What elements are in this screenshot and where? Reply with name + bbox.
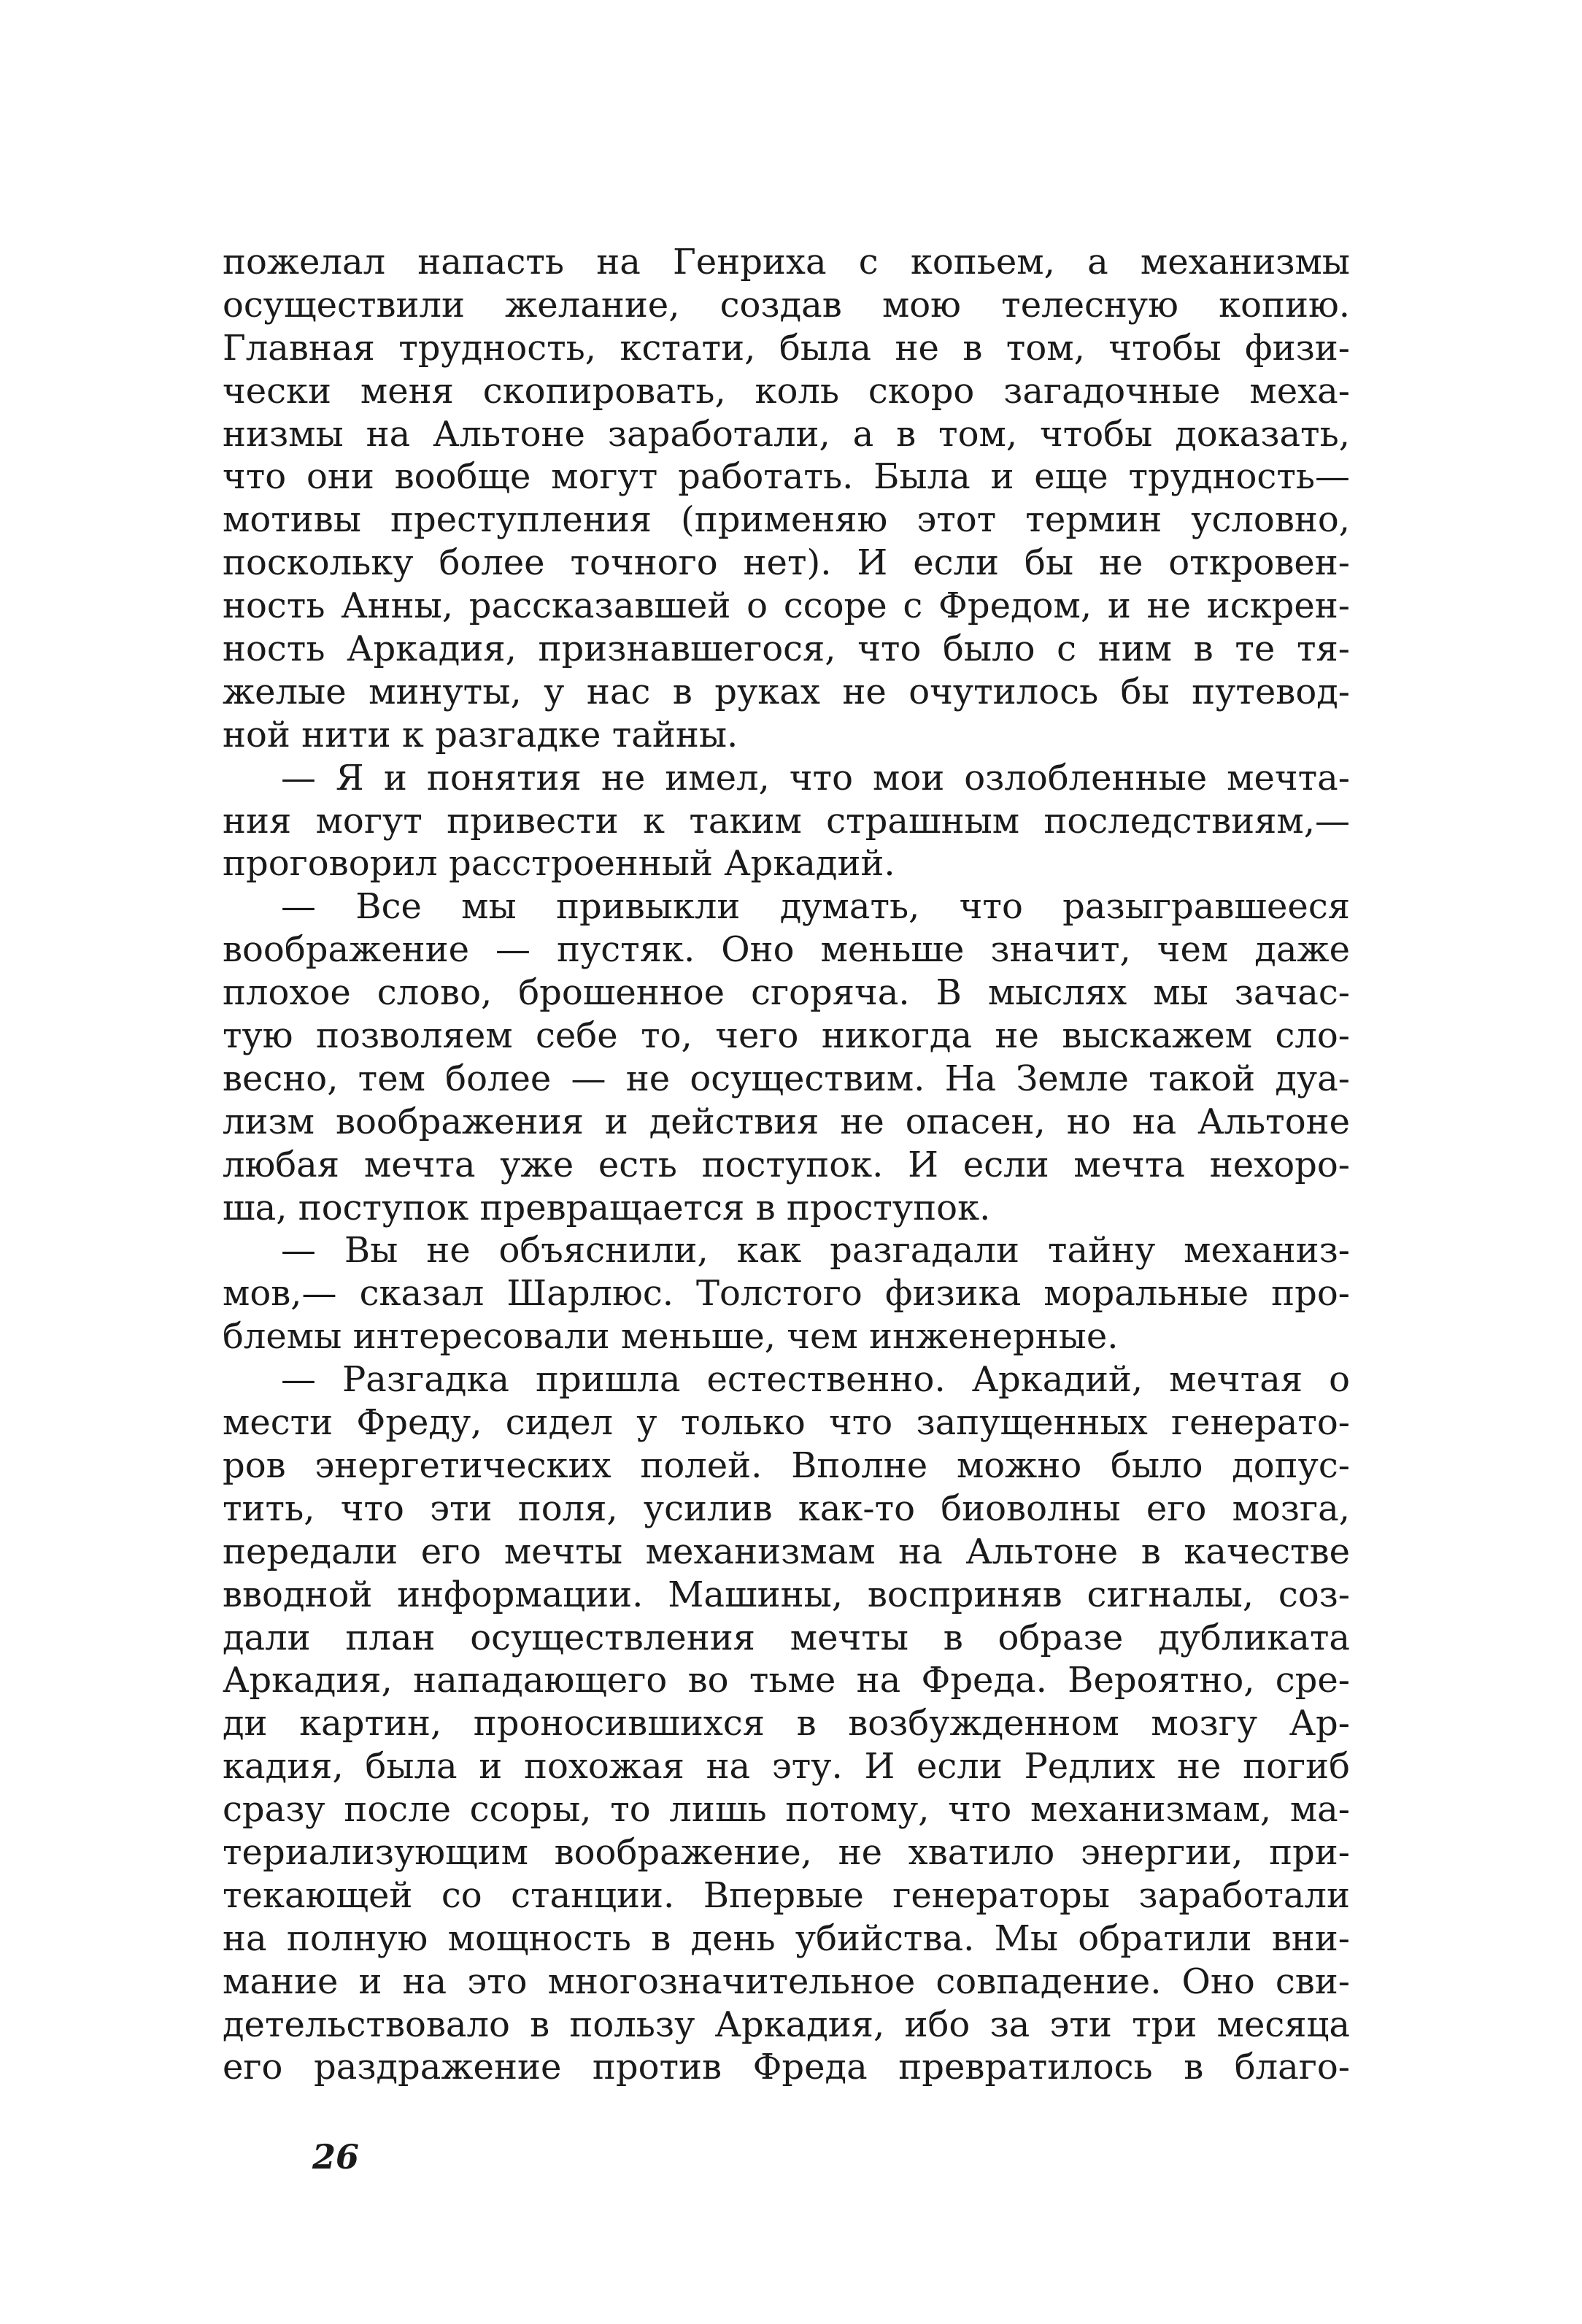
text-line: вводной информации. Машины, восприняв сигналы, соз- (223, 1574, 1350, 1615)
text-line: — Я и понятия не имел, что мои озлобленные мечта- (281, 757, 1350, 799)
text-line: низмы на Альтоне заработали, а в том, чтобы доказать, (223, 413, 1350, 455)
text-line: ность Аркадия, признавшегося, что было с ним в те тя- (223, 628, 1350, 670)
text-line: на полную мощность в день убийства. Мы обратили вни- (223, 1917, 1350, 1959)
text-line: мотивы преступления (применяю этот термин условно, (223, 499, 1350, 541)
body-text (223, 241, 1350, 2089)
text-line: мести Фреду, сидел у только что запущенных генерато- (223, 1402, 1350, 1444)
text-line: любая мечта уже есть поступок. И если мечта нехоро- (223, 1144, 1350, 1185)
text-line: мов,— сказал Шарлюс. Толстого физика моральные про- (223, 1273, 1350, 1315)
text-line: ной нити к разгадке тайны. (223, 714, 738, 755)
text-line: детельствовало в пользу Аркадия, ибо за эти три месяца (223, 2004, 1350, 2045)
text-line: — Все мы привыкли думать, что разыгравшееся (281, 886, 1350, 928)
text-line: осуществили желание, создав мою телесную копию. (223, 284, 1350, 326)
text-line: мание и на это многозначительное совпадение. Оно сви- (223, 1961, 1350, 2002)
text-line: — Вы не объяснили, как разгадали тайну механиз- (281, 1230, 1350, 1271)
text-line: текающей со станции. Впервые генераторы заработали (223, 1874, 1350, 1916)
text-line: проговорил расстроенный Аркадий. (223, 843, 895, 885)
text-line: пожелал напасть на Генриха с копьем, а механизмы (223, 242, 1350, 282)
text-line: Главная трудность, кстати, была не в том, чтобы физи- (223, 327, 1350, 369)
text-line: воображение — пустяк. Оно меньше значит, чем даже (223, 929, 1350, 971)
text-line: кадия, была и похожая на эту. И если Редлих не погиб (223, 1746, 1350, 1788)
text-line: передали его мечты механизмам на Альтоне в качестве (223, 1531, 1350, 1572)
text-line: поскольку более точного нет). И если бы не откровен- (223, 542, 1350, 584)
text-line: что они вообще могут работать. Была и еще трудность— (223, 456, 1350, 498)
text-line: весно, тем более — не осуществим. На Земле такой дуа- (223, 1058, 1350, 1099)
text-line: блемы интересовали меньше, чем инженерные. (223, 1316, 1119, 1358)
text-line: ния могут привести к таким страшным последствиям,— (223, 800, 1350, 842)
text-line: тить, что эти поля, усилив как-то биоволны его мозга, (223, 1488, 1350, 1529)
text-line: ди картин, проносившихся в возбужденном мозгу Ар- (223, 1703, 1350, 1744)
text-line: его раздражение против Фреда превратилось в благо- (223, 2047, 1350, 2088)
text-line: териализующим воображение, не хватило энергии, при- (223, 1831, 1350, 1873)
text-line: Аркадия, нападающего во тьме на Фреда. Вероятно, сре- (223, 1660, 1350, 1701)
text-line: тую позволяем себе то, чего никогда не выскажем сло- (223, 1015, 1350, 1057)
text-line: желые минуты, у нас в руках не очутилось бы путевод- (223, 671, 1350, 712)
text-line: — Разгадка пришла естественно. Аркадий, мечтая о (281, 1359, 1350, 1401)
text-line: ша, поступок превращается в проступок. (223, 1187, 991, 1228)
text-line: сразу после ссоры, то лишь потому, что механизмам, ма- (223, 1789, 1350, 1831)
text-line: ров энергетических полей. Вполне можно было допус- (223, 1444, 1350, 1486)
text-line: ность Анны, рассказавшей о ссоре с Фредом, и не искрен- (223, 585, 1350, 627)
text-line: дали план осуществления мечты в образе дубликата (223, 1617, 1350, 1658)
text-line: плохое слово, брошенное сгоряча. В мыслях мы зачас- (223, 972, 1350, 1014)
text-line: лизм воображения и действия не опасен, но на Альтоне (223, 1101, 1350, 1142)
page-number: 26 (312, 2137, 360, 2177)
text-line: чески меня скопировать, коль скоро загадочные меха- (223, 370, 1350, 412)
